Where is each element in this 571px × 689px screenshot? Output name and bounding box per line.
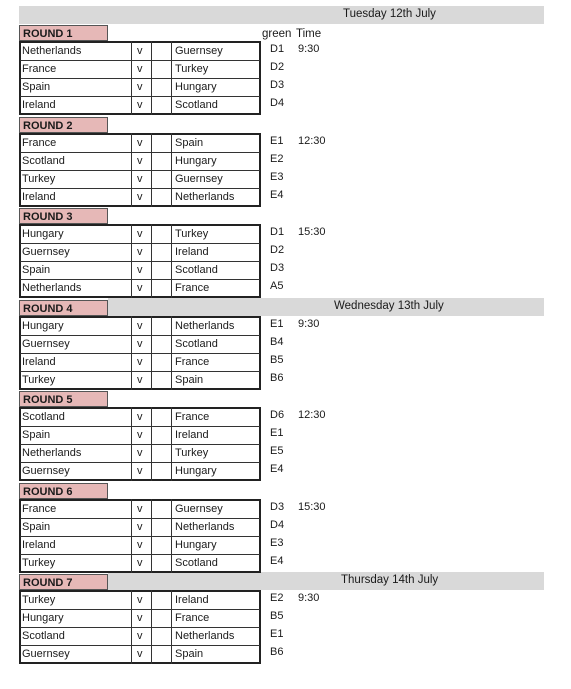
pitch-code: B5 bbox=[270, 354, 284, 366]
pitch-code: D2 bbox=[270, 244, 285, 256]
row-divider bbox=[20, 554, 260, 555]
pitch-code: B6 bbox=[270, 646, 284, 658]
home-team: Guernsey bbox=[22, 246, 70, 258]
row-divider bbox=[20, 609, 260, 610]
match-row bbox=[19, 78, 261, 96]
home-team: Netherlands bbox=[22, 45, 82, 57]
kickoff-time: 12:30 bbox=[298, 135, 326, 147]
pitch-code: D4 bbox=[270, 97, 285, 109]
versus-label: v bbox=[137, 594, 143, 606]
pitch-code: D1 bbox=[270, 226, 285, 238]
home-team: Spain bbox=[22, 264, 51, 276]
row-divider bbox=[20, 78, 260, 79]
match-row bbox=[19, 518, 261, 536]
home-team: Netherlands bbox=[22, 282, 82, 294]
away-team: Ireland bbox=[175, 429, 209, 441]
away-team: Spain bbox=[175, 374, 204, 386]
row-divider bbox=[20, 645, 260, 646]
round-label: ROUND 2 bbox=[19, 117, 108, 133]
match-row bbox=[19, 42, 261, 60]
versus-label: v bbox=[137, 264, 143, 276]
versus-label: v bbox=[137, 356, 143, 368]
versus-label: v bbox=[137, 503, 143, 515]
away-team: France bbox=[175, 411, 210, 423]
match-row bbox=[19, 335, 261, 353]
pitch-code: E2 bbox=[270, 153, 284, 165]
versus-label: v bbox=[137, 429, 143, 441]
day-header-label: Wednesday 13th July bbox=[334, 300, 444, 312]
pitch-column-header: green bbox=[262, 28, 292, 40]
pitch-code: E2 bbox=[270, 592, 284, 604]
match-row bbox=[19, 462, 261, 480]
away-team: Hungary bbox=[175, 539, 217, 551]
row-divider bbox=[20, 371, 260, 372]
home-team: Netherlands bbox=[22, 447, 82, 459]
away-team: Hungary bbox=[175, 155, 217, 167]
home-team: Turkey bbox=[22, 557, 56, 569]
kickoff-time: 9:30 bbox=[298, 318, 320, 330]
pitch-code: E1 bbox=[270, 628, 284, 640]
match-row bbox=[19, 317, 261, 335]
away-team: Scotland bbox=[175, 99, 218, 111]
away-team: Turkey bbox=[175, 228, 209, 240]
versus-label: v bbox=[137, 374, 143, 386]
home-team: Scotland bbox=[22, 155, 65, 167]
versus-label: v bbox=[137, 465, 143, 477]
versus-label: v bbox=[137, 539, 143, 551]
home-team: Ireland bbox=[22, 191, 56, 203]
away-team: Guernsey bbox=[175, 503, 223, 515]
pitch-code: D2 bbox=[270, 61, 285, 73]
match-row bbox=[19, 134, 261, 152]
home-team: Turkey bbox=[22, 173, 56, 185]
versus-label: v bbox=[137, 155, 143, 167]
versus-label: v bbox=[137, 338, 143, 350]
away-team: Turkey bbox=[175, 447, 209, 459]
match-row bbox=[19, 645, 261, 663]
pitch-code: B6 bbox=[270, 372, 284, 384]
match-row bbox=[19, 371, 261, 389]
versus-label: v bbox=[137, 630, 143, 642]
match-row bbox=[19, 225, 261, 243]
round-label: ROUND 7 bbox=[19, 574, 108, 590]
row-divider bbox=[20, 536, 260, 537]
row-divider bbox=[20, 279, 260, 280]
match-row bbox=[19, 152, 261, 170]
row-divider bbox=[20, 518, 260, 519]
kickoff-time: 15:30 bbox=[298, 501, 326, 513]
home-team: Hungary bbox=[22, 612, 64, 624]
kickoff-time: 9:30 bbox=[298, 592, 320, 604]
versus-label: v bbox=[137, 612, 143, 624]
versus-label: v bbox=[137, 228, 143, 240]
day-header-bar bbox=[108, 572, 544, 590]
match-row bbox=[19, 444, 261, 462]
versus-label: v bbox=[137, 63, 143, 75]
home-team: Ireland bbox=[22, 539, 56, 551]
home-team: Guernsey bbox=[22, 338, 70, 350]
pitch-code: E3 bbox=[270, 171, 284, 183]
kickoff-time: 12:30 bbox=[298, 409, 326, 421]
versus-label: v bbox=[137, 191, 143, 203]
match-row bbox=[19, 60, 261, 78]
home-team: Spain bbox=[22, 429, 51, 441]
versus-label: v bbox=[137, 81, 143, 93]
away-team: Hungary bbox=[175, 465, 217, 477]
pitch-code: E1 bbox=[270, 135, 284, 147]
row-divider bbox=[20, 96, 260, 97]
kickoff-time: 9:30 bbox=[298, 43, 320, 55]
pitch-code: E5 bbox=[270, 445, 284, 457]
home-team: Hungary bbox=[22, 228, 64, 240]
match-row bbox=[19, 170, 261, 188]
versus-label: v bbox=[137, 137, 143, 149]
row-divider bbox=[20, 261, 260, 262]
away-team: Ireland bbox=[175, 246, 209, 258]
away-team: Scotland bbox=[175, 264, 218, 276]
away-team: Netherlands bbox=[175, 521, 235, 533]
away-team: Netherlands bbox=[175, 320, 235, 332]
home-team: Turkey bbox=[22, 374, 56, 386]
row-divider bbox=[20, 188, 260, 189]
away-team: Scotland bbox=[175, 338, 218, 350]
pitch-code: D3 bbox=[270, 501, 285, 513]
row-divider bbox=[20, 243, 260, 244]
versus-label: v bbox=[137, 320, 143, 332]
away-team: Spain bbox=[175, 648, 204, 660]
kickoff-time: 15:30 bbox=[298, 226, 326, 238]
away-team: Hungary bbox=[175, 81, 217, 93]
versus-label: v bbox=[137, 99, 143, 111]
pitch-code: D6 bbox=[270, 409, 285, 421]
away-team: France bbox=[175, 356, 210, 368]
pitch-code: E4 bbox=[270, 189, 284, 201]
versus-label: v bbox=[137, 648, 143, 660]
day-header-label: Tuesday 12th July bbox=[343, 8, 436, 20]
pitch-code: A5 bbox=[270, 280, 284, 292]
away-team: Scotland bbox=[175, 557, 218, 569]
row-divider bbox=[20, 170, 260, 171]
match-row bbox=[19, 408, 261, 426]
time-column-header: Time bbox=[296, 28, 322, 40]
away-team: France bbox=[175, 282, 210, 294]
home-team: Hungary bbox=[22, 320, 64, 332]
home-team: Ireland bbox=[22, 99, 56, 111]
match-row bbox=[19, 353, 261, 371]
day-header-label: Thursday 14th July bbox=[341, 574, 439, 586]
round-label: ROUND 1 bbox=[19, 25, 108, 41]
round-label: ROUND 5 bbox=[19, 391, 108, 407]
match-row bbox=[19, 261, 261, 279]
pitch-code: E3 bbox=[270, 537, 284, 549]
away-team: Netherlands bbox=[175, 630, 235, 642]
pitch-code: E4 bbox=[270, 463, 284, 475]
versus-label: v bbox=[137, 173, 143, 185]
row-divider bbox=[20, 444, 260, 445]
row-divider bbox=[20, 335, 260, 336]
row-divider bbox=[20, 60, 260, 61]
home-team: France bbox=[22, 63, 57, 75]
pitch-code: E1 bbox=[270, 427, 284, 439]
away-team: Turkey bbox=[175, 63, 209, 75]
home-team: Spain bbox=[22, 81, 51, 93]
versus-label: v bbox=[137, 282, 143, 294]
match-row bbox=[19, 554, 261, 572]
row-divider bbox=[20, 462, 260, 463]
home-team: Scotland bbox=[22, 411, 65, 423]
versus-label: v bbox=[137, 447, 143, 459]
home-team: Turkey bbox=[22, 594, 56, 606]
pitch-code: E4 bbox=[270, 555, 284, 567]
row-divider bbox=[20, 353, 260, 354]
versus-label: v bbox=[137, 45, 143, 57]
pitch-code: D3 bbox=[270, 262, 285, 274]
match-row bbox=[19, 96, 261, 114]
pitch-code: B5 bbox=[270, 610, 284, 622]
versus-label: v bbox=[137, 557, 143, 569]
home-team: France bbox=[22, 137, 57, 149]
day-header-bar bbox=[108, 298, 544, 316]
home-team: Guernsey bbox=[22, 465, 70, 477]
home-team: Ireland bbox=[22, 356, 56, 368]
pitch-code: B4 bbox=[270, 336, 284, 348]
away-team: Guernsey bbox=[175, 45, 223, 57]
match-row bbox=[19, 609, 261, 627]
day-header-bar bbox=[19, 6, 544, 24]
pitch-code: D1 bbox=[270, 43, 285, 55]
home-team: Spain bbox=[22, 521, 51, 533]
match-row bbox=[19, 536, 261, 554]
home-team: Guernsey bbox=[22, 648, 70, 660]
home-team: Scotland bbox=[22, 630, 65, 642]
pitch-code: D4 bbox=[270, 519, 285, 531]
round-label: ROUND 4 bbox=[19, 300, 108, 316]
match-row bbox=[19, 591, 261, 609]
row-divider bbox=[20, 627, 260, 628]
away-team: Netherlands bbox=[175, 191, 235, 203]
away-team: Ireland bbox=[175, 594, 209, 606]
round-label: ROUND 6 bbox=[19, 483, 108, 499]
match-row bbox=[19, 627, 261, 645]
match-row bbox=[19, 188, 261, 206]
round-label: ROUND 3 bbox=[19, 208, 108, 224]
row-divider bbox=[20, 152, 260, 153]
match-row bbox=[19, 279, 261, 297]
home-team: France bbox=[22, 503, 57, 515]
versus-label: v bbox=[137, 411, 143, 423]
away-team: Spain bbox=[175, 137, 204, 149]
match-row bbox=[19, 500, 261, 518]
pitch-code: D3 bbox=[270, 79, 285, 91]
match-row bbox=[19, 243, 261, 261]
match-row bbox=[19, 426, 261, 444]
away-team: France bbox=[175, 612, 210, 624]
pitch-code: E1 bbox=[270, 318, 284, 330]
row-divider bbox=[20, 426, 260, 427]
away-team: Guernsey bbox=[175, 173, 223, 185]
versus-label: v bbox=[137, 521, 143, 533]
versus-label: v bbox=[137, 246, 143, 258]
